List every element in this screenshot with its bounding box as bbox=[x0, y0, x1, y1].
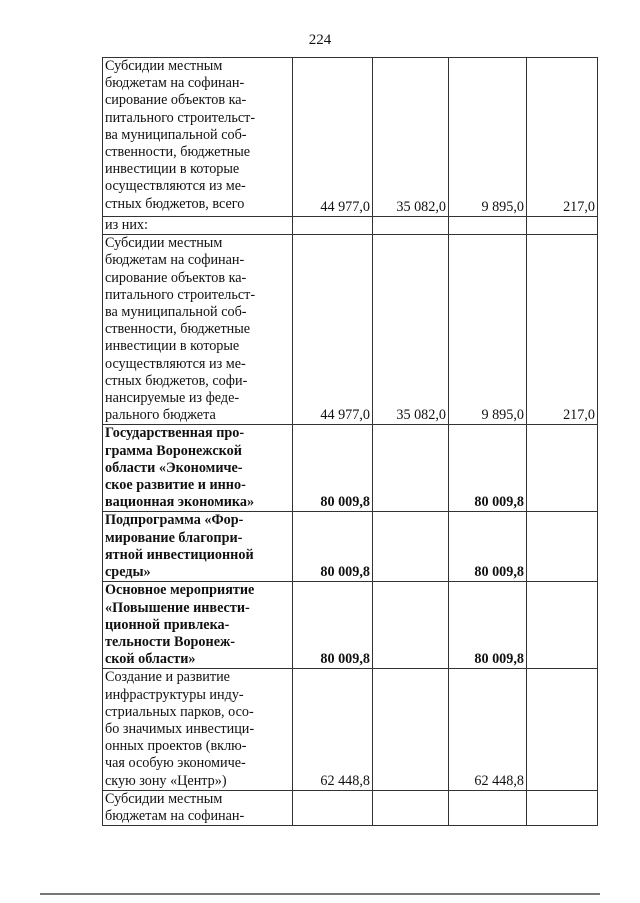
row-name-cell: Основное мероприятие «Повышение инвести- ционной привлека- тельности Воронеж- ской области» bbox=[103, 582, 293, 669]
amount-cell-col2 bbox=[373, 425, 449, 512]
amount-cell-col2 bbox=[373, 669, 449, 790]
amount-cell-col1: 62 448,8 bbox=[293, 669, 373, 790]
table-row bbox=[103, 235, 598, 425]
amount-cell-col1: 44 977,0 bbox=[293, 235, 373, 425]
row-name-cell: Подпрограмма «Фор- мирование благопри- ятной инвестиционной среды» bbox=[103, 512, 293, 582]
amount-cell-col3: 9 895,0 bbox=[449, 58, 527, 217]
amount-cell-col1: 44 977,0 bbox=[293, 58, 373, 217]
amount-cell-col4 bbox=[527, 790, 598, 825]
row-name-cell: Государственная про- грамма Воронежской области «Экономиче- ское развитие и инно- вационная экономика» bbox=[103, 425, 293, 512]
budget-table-body bbox=[103, 58, 598, 826]
table-row bbox=[103, 790, 598, 825]
table-row bbox=[103, 512, 598, 582]
amount-cell-col3: 80 009,8 bbox=[449, 582, 527, 669]
amount-cell-col2 bbox=[373, 217, 449, 235]
amount-cell-col1 bbox=[293, 790, 373, 825]
amount-cell-col4 bbox=[527, 582, 598, 669]
amount-cell-col4: 217,0 bbox=[527, 235, 598, 425]
amount-cell-col4 bbox=[527, 669, 598, 790]
amount-cell-col4: 217,0 bbox=[527, 58, 598, 217]
amount-cell-col2 bbox=[373, 512, 449, 582]
amount-cell-col1: 80 009,8 bbox=[293, 582, 373, 669]
amount-cell-col3: 80 009,8 bbox=[449, 425, 527, 512]
amount-cell-col3: 62 448,8 bbox=[449, 669, 527, 790]
table-row bbox=[103, 582, 598, 669]
amount-cell-col1: 80 009,8 bbox=[293, 512, 373, 582]
amount-cell-col2 bbox=[373, 582, 449, 669]
row-name-cell: из них: bbox=[103, 217, 293, 235]
amount-cell-col2: 35 082,0 bbox=[373, 58, 449, 217]
amount-cell-col2 bbox=[373, 790, 449, 825]
table-row bbox=[103, 58, 598, 217]
page-number: 224 bbox=[308, 32, 332, 48]
amount-cell-col3 bbox=[449, 790, 527, 825]
row-name-cell: Создание и развитие инфраструктуры инду- стриальных парков, осо- бо значимых инвестици- онных проектов (вклю- чая особую экономиче- скую зону «Центр») bbox=[103, 669, 293, 790]
row-name-cell: Субсидии местным бюджетам на софинан- bbox=[103, 790, 293, 825]
table-row bbox=[103, 217, 598, 235]
row-name-cell: Субсидии местным бюджетам на софинан- сирование объектов ка- питального строительст- ва муниципальной соб- ственности, бюджетные инвестиции в которые осуществляются из ме- стных бюджетов, софи- нансируемые из феде- рального бюджета bbox=[103, 235, 293, 425]
page-bottom-rule bbox=[40, 893, 600, 895]
amount-cell-col2: 35 082,0 bbox=[373, 235, 449, 425]
amount-cell-col3: 9 895,0 bbox=[449, 235, 527, 425]
amount-cell-col3: 80 009,8 bbox=[449, 512, 527, 582]
amount-cell-col1: 80 009,8 bbox=[293, 425, 373, 512]
amount-cell-col4 bbox=[527, 217, 598, 235]
amount-cell-col1 bbox=[293, 217, 373, 235]
amount-cell-col4 bbox=[527, 425, 598, 512]
table-row bbox=[103, 669, 598, 790]
amount-cell-col4 bbox=[527, 512, 598, 582]
table-row bbox=[103, 425, 598, 512]
row-name-cell: Субсидии местным бюджетам на софинан- сирование объектов ка- питального строительст- ва муниципальной соб- ственности, бюджетные инвестиции в которые осуществляются из ме- стных бюджетов, всего bbox=[103, 58, 293, 217]
amount-cell-col3 bbox=[449, 217, 527, 235]
budget-table bbox=[102, 57, 598, 826]
